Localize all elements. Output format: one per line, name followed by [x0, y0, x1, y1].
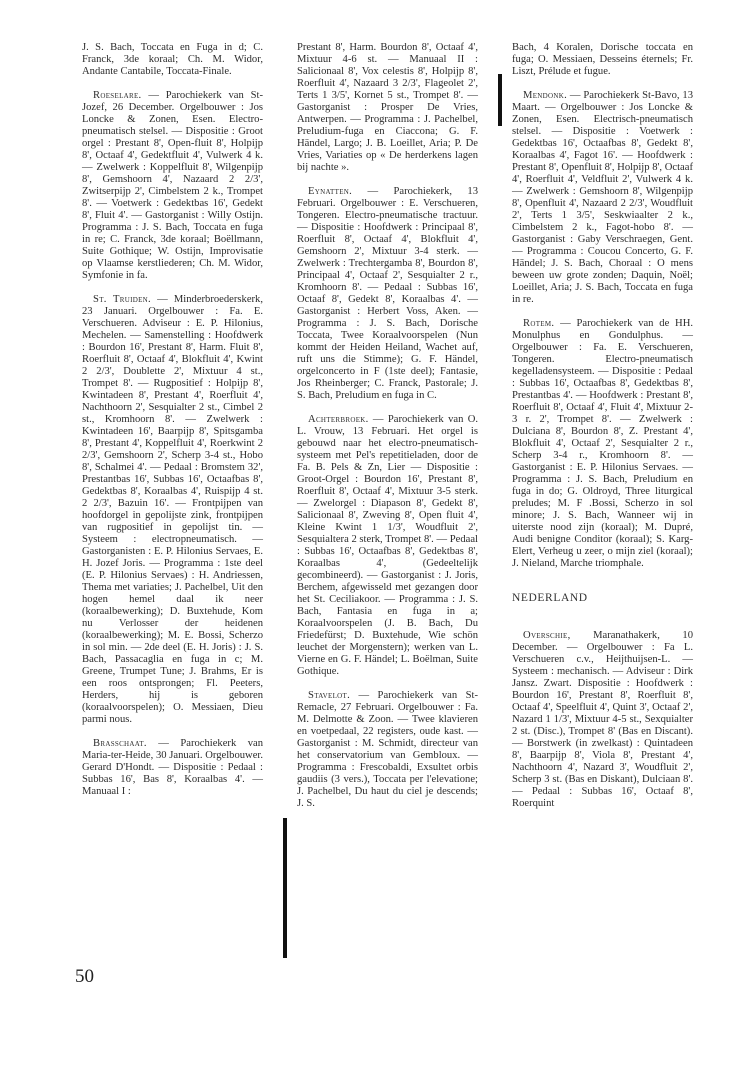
- section-heading: NEDERLAND: [512, 592, 588, 604]
- paragraph-continued: Bach, 4 Koralen, Dorische toccata en fuga; O. Messiaen, Desseins éternels; Fr. Liszt, Prélude et fugue.: [512, 42, 693, 77]
- entry-brasschaat: [82, 738, 263, 798]
- place-name: Roeselare.: [93, 90, 142, 101]
- place-name: St. Truiden.: [93, 294, 151, 305]
- place-name: Eynatten.: [308, 186, 353, 197]
- entry-mendonk: [512, 90, 693, 306]
- entry-text: Maranathakerk, 10 December. — Orgelbouwer : Fa L. Verschueren c.v., Heijthuijsen-L. — Systeem : mechanisch. — Adviseur : Dirk Jansz. Zwart. Dispositie : Hoofdwerk : Bourdon 16', Prestant 8', Roerfluit 8', Octaaf 4', Speelfluit 4', Quint 3', Octaaf 2', Nazard 1 1/3', Mixtuur 4-5 st., Sexquialter 2 st. (Disc.), Trompet 8' (Bas en Discant). — Borstwerk (in zwelkast) : Quintadeen 8', Baarpijp 8', Viola 8', Prestant 4', Nachthoorn 4', Nazard 3', Woudfluit 2', Scherp 3 st. (Bas en Diskant), Dulciaan 8'. — Pedaal : Subbas 16', Octaaf 8', Roerquint: [512, 630, 693, 809]
- entry-roeselare: [82, 90, 263, 282]
- entry-text: — Parochiekerk St-Bavo, 13 Maart. — Orgelbouwer : Jos Loncke & Zonen, Esen. Electrisch-pneumatisch stelsel. — Dispositie : Voetwerk : Gedektbas 16', Octaafbas 8', Gedekt 8', Koraalbas 4', Fagot 16'. — Hoofdwerk : Prestant 8', Openfluit 8', Holpijp 8', Octaaf 4', Roerfluit 4', Veldfluit 2', Vulwerk 4 k. — Zwelwerk : Gemshoorn 8', Wilgenpijp 8', Openfluit 4', Nazaard 2 2/3', Woudfluit 2', Terts 1 3/5', Seskwiaalter 2 k., Cimbelstem 2 k., Fagot-hobo 8'. — Gastorganist : Gaby Verschraegen, Gent. — Programma : Coucou Concerto, G. F. Händel; J. S. Bach, Choraal : O mens beween uw grote zonden; Daquin, Noël; Loeillet, Aria; J. S. Bach, Toccata en fuga in re.: [512, 90, 693, 305]
- page-number: 50: [75, 966, 94, 987]
- column-2: [297, 42, 478, 822]
- entry-eynatten: [297, 186, 478, 402]
- margin-bar-rule: [498, 74, 502, 126]
- entry-text: — Parochiekerk van St-Jozef, 26 December. Orgelbouwer : Jos Loncke & Zonen, Esen. Electro-pneumatisch stelsel. — Dispositie : Groot orgel : Prestant 8', Open-fluit 8', Holpijp 8', Octaaf 4', Gedektfluit 4', Vulwerk 4 k. — Zwelwerk : Koppelfluit 8', Wilgenpijp 8', Gemshoorn 4', Nazaard 2 2/3', Zwitserpijp 2', Cimbelstem 2 k., Trompet 8'. — Voetwerk : Gedektbas 16', Gedekt 8', Fluit 4'. — Gastorganist : Willy Ostijn. Programma : J. S. Bach, Toccata en fuga in re; C. Franck, 3de koraal; Boëllmann, Suite Gothique; W. Ostijn, Improvisatie op Vlaamse kerstliederen; Ch. M. Widor, Symfonie in fa.: [82, 90, 263, 281]
- entry-text: — Parochiekerk van de HH. Monulphus en Gondulphus. — Orgelbouwer : Fa. E. Verschueren, Tongeren. Electro-pneumatisch kegelladensysteem. — Dispositie : Pedaal : Subbas 16', Octaafbas 8', Gedektbas 8', Prestantbas 4'. — Hoofdwerk : Prestant 8', Roerfluit 8', Octaaf 4', Fluit 4', Mixtuur 2-3 r. 2', Trompet 8'. — Zwelwerk : Dulciana 8', Bourdon 8', Z. Prestant 4', Blokfluit 4', Octaaf 2', Sesquialter 2 r., Scherp 3-4 r., Kromhoorn 8'. — Gastorganist : E. P. Hilonius Servaes. — Programma : J. S. Bach, Preludium en fuga in do; G. Oldroyd, Three liturgical preludes; M. F .Bossi, Scherzo in sol minore; J. S. Bach, Wanneer wij in uiterste nood zijn (koraal); M. Dupré, Audi benigne Conditor (koraal); S. Karg-Elert, Verheug u zeer, o mijn ziel (koraal); J. Nieland, Marche triomphale.: [512, 318, 693, 569]
- paragraph-continued: J. S. Bach, Toccata en Fuga in d; C. Franck, 3de koraal; Ch. M. Widor, Andante Cantabile, Toccata-Finale.: [82, 42, 263, 77]
- place-name: Mendonk.: [523, 90, 568, 101]
- entry-text: — Parochiekerk van Maria-ter-Heide, 30 Januari. Orgelbouwer. Gerard D'Hondt. — Dispositie : Pedaal : Subbas 16', Bas 8', Koraalbas 4'. — Manuaal I :: [82, 738, 263, 797]
- place-name: Rotem.: [523, 318, 555, 329]
- entry-text: — Parochiekerk van St-Remacle, 27 Februari. Orgelbouwer : Fa. M. Delmotte & Zoon. — Twee klavieren en voetpedaal, 22 registers, oude kast. — Gastorganist : M. Schmidt, directeur van het conservatorium van Gembloux. — Programma : Frescobaldi, Exsultet orbis gaudiis (3 vers.), Toccata per l'elevatione; J. Pachelbel, Du haut du ciel je descends; J. S.: [297, 690, 478, 809]
- entry-text: — Minderbroederskerk, 23 Januari. Orgelbouwer : Fa. E. Verschueren. Adviseur : E. P. Hilonius, Mechelen. — Samenstelling : Hoofdwerk : Bourdon 16', Prestant 8', Harm. Fluit 8', Roerfluit 8', Octaaf 4', Blokfluit 4', Kwint 2 2/3', Doublette 2', Mixtuur 4 st., Trompet 8'. — Rugpositief : Holpijp 8', Kwintadeen 8', Prestant 4', Roerfluit 4', Nachthoorn 2', Sesquialter 2 st., Cimbel 2 st., Kromhoorn 8'. — Zwelwerk : Kwintadeen 16', Baarpijp 8', Spitsgamba 8', Prestant 4', Koppelfluit 4', Roerkwint 2 2/3', Gemshoorn 2', Scherp 3-4 st., Hobo 8', Schalmei 4'. — Pedaal : Bromstem 32', Prestantbas 16', Subbas 16', Octaafbas 8', Gedektbas 8', Koraalbas 4', Ruispijp 4 st. 2 2/3', Bazuin 16'. — Frontpijpen van hoofdorgel in gepolijste zink, frontpijpen van rugpositief in gepolijst tin. — Systeem : electropneumatisch. — Gastorganisten : E. P. Hilonius Servaes, E. H. Jozef Joris. — Programma : 1ste deel (E. P. Hilonius Servaes) : H. Andriessen, Thema met variaties; J. Pachelbel, Uit den hogen hemel daal ik neer (koraalbewerking); D. Buxtehude, Kom nu Verlosser der heidenen (koraalbewerking); M. E. Bossi, Scherzo in sol min. — 2de deel (E. H. Joris) : J. S. Bach, Passacaglia en fuga in c; M. Greene, Trumpet Tune; J. Brahms, Er is een roos ontsprongen; Fl. Peeters, Herders, hij is geboren (koraalvoorspelen); O. Messiaen, Dieu parmi nous.: [82, 294, 263, 725]
- column-1: [82, 42, 263, 810]
- column-3: [512, 42, 693, 822]
- entry-achterbroek: [297, 414, 478, 678]
- entry-stavelot: [297, 690, 478, 810]
- entry-text: — Parochiekerk van O. L. Vrouw, 13 Februari. Het orgel is gebouwd naar het electro-pneumatisch-systeem met Pel's repetitieladen, door de Fa. B. Pels & Zn, Lier — Dispositie : Groot-Orgel : Bourdon 16', Prestant 8', Roerfluit 8', Octaaf 4', Mixtuur 3-5 sterk. — Zwelorgel : Diapason 8', Gedekt 8', Salicionaal 8', Zweving 8', Open fluit 4', Kleine Kwint 1 1/3', Woudfluit 2', Sesquialtera 2 sterk, Trompet 8'. — Pedaal : Subbas 16', Octaafbas 8', Gedektbas 8', Koraalbas 4', (Gedeeltelijk gecombineerd). — Gastorganist : J. Joris, Berchem, afgewisseld met gezangen door het St. Ceciliakoor. — Programma : J. S. Bach, Fantasia en fuga in a; Koraalvoorspelen (J. B. Bach, Du Friedefürst; D. Buxtehude, Wie schön leuchet der Morgenstern); werken van L. Vierne en G. F. Händel; L. Boëlman, Suite Gothique.: [297, 414, 478, 677]
- entry-text: — Parochiekerk, 13 Februari. Orgelbouwer : E. Verschueren, Tongeren. Electro-pneumatische tractuur. — Dispositie : Hoofdwerk : Principaal 8', Roerfluit 8', Octaaf 4', Blokfluit 4', Gemshoorn 2', Mixtuur 3-4 sterk. — Zwelwerk : Trechtergamba 8', Bourdon 8', Principaal 4', Octaaf 2', Sesquialter 2 r., Kromhoorn 8'. — Pedaal : Subbas 16', Octaaf 8', Gedekt 8', Koraalbas 4'. — Gastorganist : Herbert Voss, Aken. — Programma : J. S. Bach, Dorische Toccata, Twee Koraalvoorspelen (Nun kommt der Heiden Heiland, Wachet auf, ruft uns die Stimme); G. F. Händel, orgelconcerto in F (1ste deel); Fantasie, Jos Rheinberger; C. Franck, Pastorale; J. S. Bach, Preludium en fuga in C.: [297, 186, 478, 401]
- entry-st-truiden: [82, 294, 263, 726]
- paragraph-continued: Prestant 8', Harm. Bourdon 8', Octaaf 4', Mixtuur 4-6 st. — Manuaal II : Salicionaal 8', Vox celestis 8', Holpijp 8', Roerfluit 4', Nazaard 3 2/3', Flageolet 2', Terts 1 3/5', Kornet 5 st., Trompet 8'. — Gastorganist : Prosper De Vries, Antwerpen. — Programma : J. Pachelbel, Preludium-fuga en Ciaccona; G. F. Händel, Largo; J. B. Loeillet, Aria; P. De Vries, Variaties op « De herderkens lagen bij nachte ».: [297, 42, 478, 173]
- place-name: Stavelot.: [308, 690, 351, 701]
- entry-overschie: [512, 630, 693, 810]
- entry-rotem: [512, 318, 693, 570]
- margin-bar-rule: [283, 818, 287, 958]
- place-name: Overschie,: [523, 630, 571, 641]
- place-name: Brasschaat.: [93, 738, 147, 749]
- place-name: Achterbroek.: [308, 414, 369, 425]
